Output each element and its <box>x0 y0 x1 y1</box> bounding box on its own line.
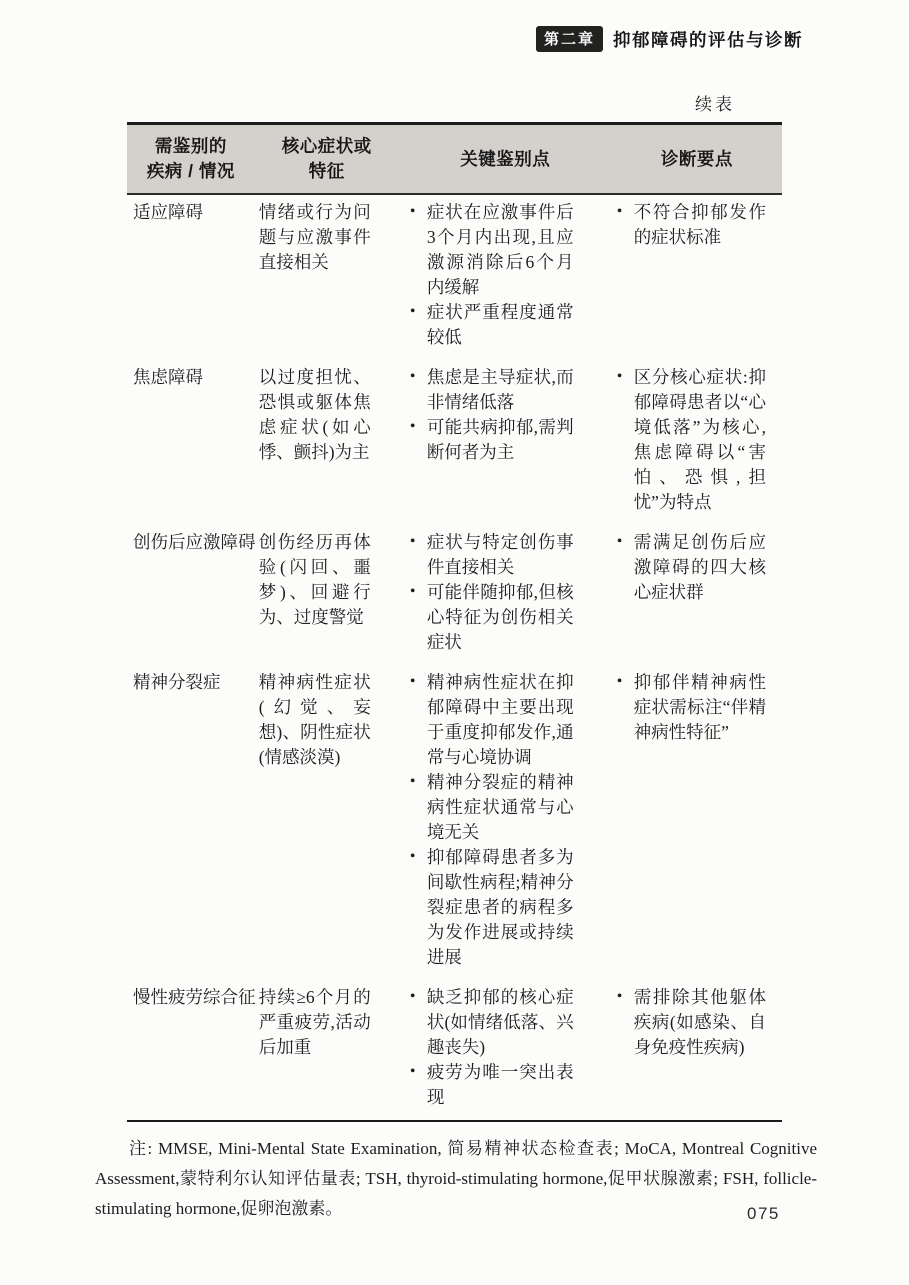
bullet-item <box>616 985 766 1060</box>
column-header-line: 核心症状或 <box>281 136 372 156</box>
bullet-item <box>616 200 766 250</box>
cell-core-features: 精神病性症状(幻觉、妄想)、阴性症状(情感淡漠) <box>258 672 371 767</box>
cell-key-points <box>399 194 612 360</box>
bullet-icon: • <box>409 1063 416 1080</box>
cell-core-features: 情绪或行为问题与应激事件直接相关 <box>258 202 371 272</box>
bullet-text: 区分核心症状:抑郁障碍患者以“心境低落”为核心,焦虑障碍以“害怕、恐惧,担忧”为特点 <box>633 367 766 512</box>
cell-key-points <box>399 525 612 665</box>
bullet-item <box>409 365 574 415</box>
column-header-line: 诊断要点 <box>660 148 733 169</box>
differential-diagnosis-table <box>127 122 782 1122</box>
cell-key-points <box>399 980 612 1121</box>
cell-disease-name: 适应障碍 <box>133 202 203 222</box>
bullet-icon: • <box>616 368 623 385</box>
bullet-item <box>409 1060 574 1110</box>
table-row <box>127 360 782 525</box>
cell-diagnosis-points <box>612 360 782 525</box>
cell-disease-name: 创伤后应激障碍 <box>133 532 256 552</box>
cell-disease-name: 精神分裂症 <box>133 672 221 692</box>
bullet-text: 症状严重程度通常较低 <box>426 302 574 347</box>
table-row <box>127 525 782 665</box>
cell-key-points <box>399 360 612 525</box>
bullet-icon: • <box>409 773 416 790</box>
table-head <box>127 124 782 195</box>
bullet-item <box>409 415 574 465</box>
bullet-item <box>409 300 574 350</box>
table-header-row <box>127 124 782 195</box>
bullet-item <box>409 200 574 300</box>
column-header-line: 关键鉴别点 <box>460 148 551 169</box>
bullet-item <box>409 770 574 845</box>
chapter-badge: 第二章 <box>536 26 603 52</box>
column-header-2 <box>255 124 399 195</box>
bullet-text: 抑郁障碍患者多为间歇性病程;精神分裂症患者的病程多为发作进展或持续进展 <box>426 847 574 967</box>
bullet-item <box>616 365 766 515</box>
bullet-item <box>409 530 574 580</box>
table-continuation-label: 续表 <box>695 95 735 114</box>
bullet-item <box>409 985 574 1060</box>
cell-disease-name: 慢性疲劳综合征 <box>133 987 256 1007</box>
cell-core-features: 以过度担忧、恐惧或躯体焦虑症状(如心悸、颤抖)为主 <box>258 367 371 462</box>
table-row <box>127 665 782 980</box>
bullet-icon: • <box>409 418 416 435</box>
page-number: 075 <box>747 1204 780 1223</box>
bullet-icon: • <box>409 583 416 600</box>
chapter-title: 抑郁障碍的评估与诊断 <box>613 29 803 50</box>
cell-core-features: 持续≥6个月的严重疲劳,活动后加重 <box>258 987 371 1057</box>
table-row <box>127 194 782 360</box>
column-header-line: 特征 <box>308 161 345 181</box>
column-header-line: 需鉴别的 <box>154 136 227 156</box>
bullet-icon: • <box>409 848 416 865</box>
bullet-icon: • <box>616 988 623 1005</box>
bullet-text: 缺乏抑郁的核心症状(如情绪低落、兴趣丧失) <box>426 987 574 1057</box>
table-row <box>127 980 782 1121</box>
bullet-item <box>409 580 574 655</box>
column-header-1 <box>127 124 255 195</box>
bullet-text: 抑郁伴精神病性症状需标注“伴精神病性特征” <box>633 672 766 742</box>
cell-core-features: 创伤经历再体验(闪回、噩梦)、回避行为、过度警觉 <box>258 532 371 627</box>
bullet-item <box>409 845 574 970</box>
bullet-text: 可能共病抑郁,需判断何者为主 <box>426 417 574 462</box>
cell-diagnosis-points <box>612 525 782 665</box>
bullet-icon: • <box>409 368 416 385</box>
column-header-3 <box>399 124 612 195</box>
cell-disease-name: 焦虑障碍 <box>133 367 203 387</box>
bullet-text: 精神分裂症的精神病性症状通常与心境无关 <box>426 772 574 842</box>
bullet-icon: • <box>409 303 416 320</box>
bullet-icon: • <box>409 203 416 220</box>
bullet-icon: • <box>409 673 416 690</box>
bullet-text: 症状在应激事件后3个月内出现,且应激源消除后6个月内缓解 <box>426 202 574 297</box>
bullet-item <box>616 530 766 605</box>
bullet-text: 需满足创伤后应激障碍的四大核心症状群 <box>633 532 766 602</box>
bullet-icon: • <box>409 533 416 550</box>
bullet-text: 症状与特定创伤事件直接相关 <box>426 532 574 577</box>
bullet-icon: • <box>409 988 416 1005</box>
bullet-item <box>616 670 766 745</box>
cell-diagnosis-points <box>612 194 782 360</box>
bullet-text: 需排除其他躯体疾病(如感染、自身免疫性疾病) <box>633 987 766 1057</box>
table-footnote: 注: MMSE, Mini-Mental State Examination, 简易精神状态检查表; MoCA, Montreal Cognitive Assessment,蒙特利尔认知评估量表; TSH, thyroid-stimulating hormone,促甲状腺激素; FSH, follicle-stimulating hormone,促卵泡激素。 <box>95 1139 817 1218</box>
column-header-line: 疾病 / 情况 <box>146 161 235 181</box>
bullet-text: 可能伴随抑郁,但核心特征为创伤相关症状 <box>426 582 574 652</box>
bullet-icon: • <box>616 673 623 690</box>
bullet-item <box>409 670 574 770</box>
column-header-4 <box>612 124 782 195</box>
table-body <box>127 194 782 1121</box>
running-head <box>536 26 803 52</box>
bullet-text: 疲劳为唯一突出表现 <box>426 1062 574 1107</box>
bullet-text: 精神病性症状在抑郁障碍中主要出现于重度抑郁发作,通常与心境协调 <box>426 672 574 767</box>
cell-diagnosis-points <box>612 665 782 980</box>
bullet-text: 焦虑是主导症状,而非情绪低落 <box>426 367 574 412</box>
bullet-icon: • <box>616 203 623 220</box>
cell-key-points <box>399 665 612 980</box>
cell-diagnosis-points <box>612 980 782 1121</box>
bullet-icon: • <box>616 533 623 550</box>
bullet-text: 不符合抑郁发作的症状标准 <box>633 202 766 247</box>
